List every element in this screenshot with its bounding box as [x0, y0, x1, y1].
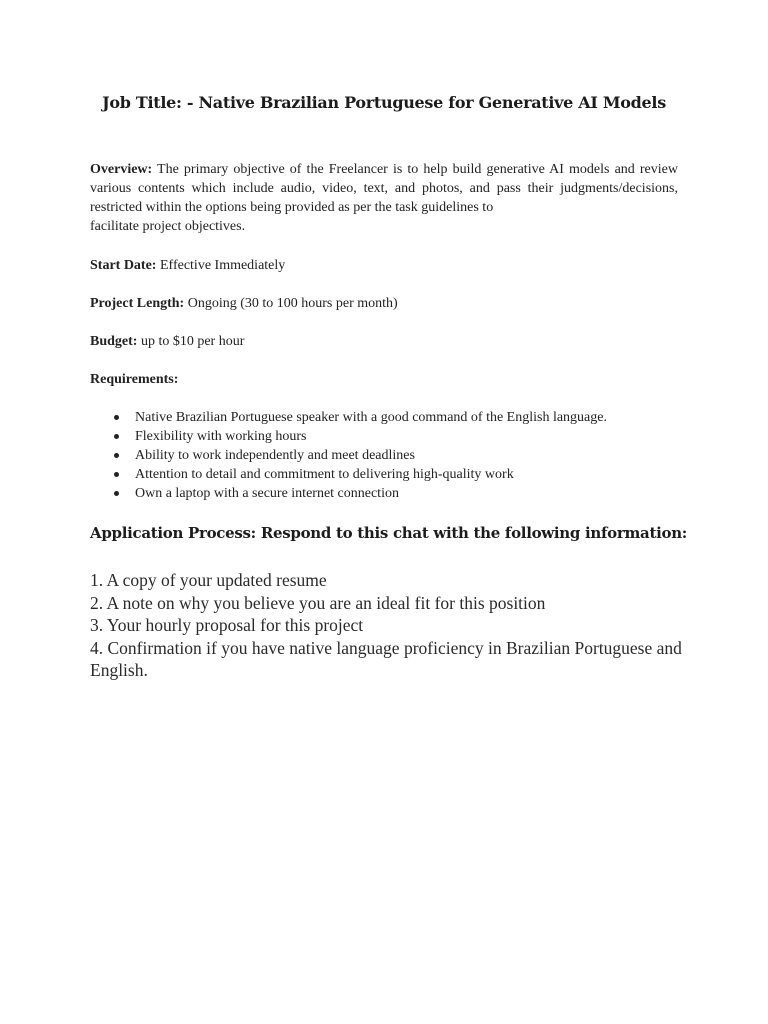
bullet-icon — [114, 434, 119, 439]
start-date-field — [90, 256, 678, 275]
list-item — [90, 446, 690, 465]
application-step: 4. Confirmation if you have native language proficiency in Brazilian Portuguese and English. — [90, 637, 682, 680]
overview-text: The primary objective of the Freelancer is to help build generative AI models and review various contents which include audio, video, text, and photos, and pass their judgments/decisions, restricted within the options being provided as per the task guidelines to — [90, 162, 678, 215]
requirements-heading — [90, 370, 678, 389]
requirement-text: Ability to work independently and meet deadlines — [135, 448, 415, 463]
project-length-value: Ongoing (30 to 100 hours per month) — [184, 296, 398, 311]
requirement-text: Attention to detail and commitment to delivering high-quality work — [135, 467, 514, 482]
application-step: 1. A copy of your updated resume — [90, 570, 327, 590]
list-item — [90, 408, 690, 427]
budget-value: up to $10 per hour — [137, 334, 245, 349]
budget-label: Budget: — [90, 334, 138, 349]
requirements-list — [90, 408, 690, 503]
project-length-label: Project Length: — [90, 296, 185, 311]
budget-field — [90, 332, 678, 351]
application-step: 3. Your hourly proposal for this project — [90, 615, 364, 635]
bullet-icon — [114, 472, 119, 477]
application-steps-list — [90, 569, 690, 682]
page-title: Job Title: - Native Brazilian Portuguese for Generative AI Models — [102, 93, 666, 112]
list-item — [90, 465, 690, 484]
requirement-text: Own a laptop with a secure internet connection — [135, 486, 399, 501]
overview-last-line: facilitate project objectives. — [90, 219, 246, 234]
application-step: 2. A note on why you believe you are an ideal fit for this position — [90, 592, 546, 613]
start-date-value: Effective Immediately — [156, 258, 286, 273]
list-item — [90, 484, 690, 503]
bullet-icon — [114, 415, 119, 420]
requirement-text: Flexibility with working hours — [135, 429, 307, 444]
start-date-label: Start Date: — [90, 258, 157, 273]
bullet-icon — [114, 491, 119, 496]
application-process-heading: Application Process: Respond to this chat with the following information: — [90, 524, 688, 542]
overview-label: Overview: — [90, 162, 153, 177]
bullet-icon — [114, 453, 119, 458]
list-item — [90, 427, 690, 446]
requirement-text: Native Brazilian Portuguese speaker with a good command of the English language. — [135, 410, 607, 425]
overview-paragraph — [90, 160, 678, 236]
requirements-label: Requirements: — [90, 372, 179, 387]
project-length-field — [90, 294, 678, 313]
